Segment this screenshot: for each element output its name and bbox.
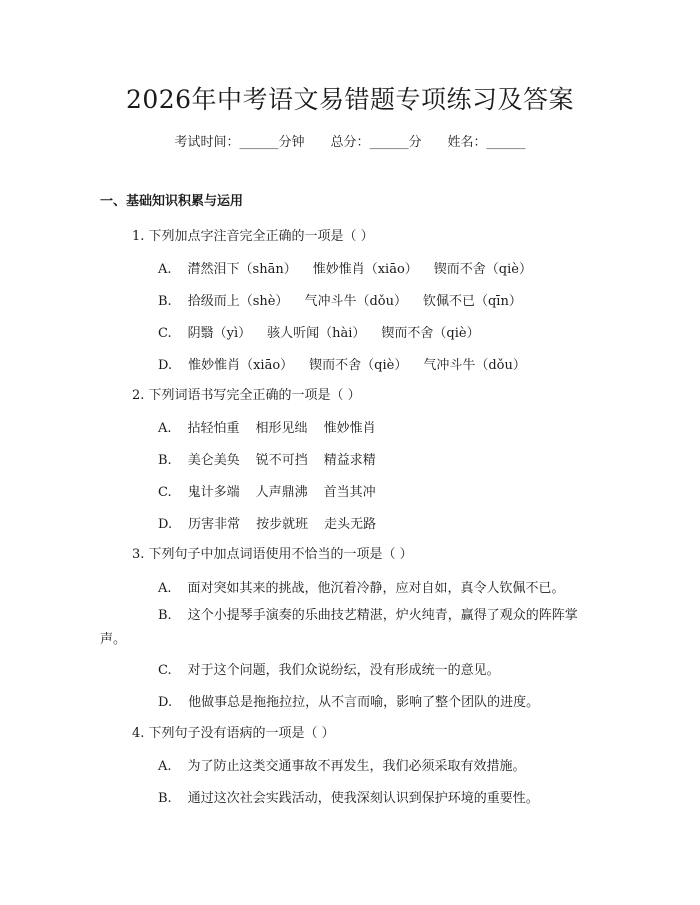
page-title: 2026年中考语文易错题专项练习及答案	[125, 85, 575, 114]
question-3-stem: 3. 下列句子中加点词语使用不恰当的一项是（ ）	[132, 547, 413, 562]
option-item: 惟妙惟肖（xiāo）	[188, 358, 294, 373]
option-item: 美仑美奂	[187, 453, 240, 468]
option-item: 钦佩不已（qīn）	[422, 294, 522, 309]
option-item: 历害非常	[188, 517, 241, 532]
option-item: 气冲斗牛（dǒu）	[423, 358, 526, 373]
option-letter: A.	[158, 759, 172, 774]
option-item: 锲而不舍（qiè）	[309, 358, 408, 373]
total-score-label: 总分：______分	[330, 135, 422, 150]
option-letter: A.	[158, 262, 172, 277]
question-1-option-b	[158, 290, 538, 309]
option-letter: A.	[158, 421, 172, 436]
question-2-option-b	[158, 449, 392, 468]
option-item: 人声鼎沸	[255, 485, 308, 500]
question-4-stem: 4. 下列句子没有语病的一项是（ ）	[132, 726, 335, 741]
option-text: 对于这个问题，我们众说纷纭，没有形成统一的意见。	[187, 663, 500, 678]
question-3-option-a	[158, 577, 565, 596]
option-text: 这个小提琴手演奏的乐曲技艺精湛，炉火纯青，赢得了观众的阵阵掌声。	[100, 608, 578, 647]
option-item: 锲而不舍（qiè）	[381, 326, 480, 341]
exam-time-label: 考试时间：______分钟	[174, 135, 305, 150]
option-letter: C.	[158, 485, 172, 500]
option-item: 阴翳（yì）	[187, 326, 252, 341]
option-item: 首当其冲	[323, 485, 376, 500]
option-item: 骇人听闻（hài）	[267, 326, 366, 341]
option-item: 相形见绌	[255, 421, 308, 436]
option-letter: D.	[158, 517, 173, 532]
option-letter: D.	[158, 358, 173, 373]
option-letter: B.	[158, 608, 172, 623]
option-letter: B.	[158, 294, 172, 309]
option-letter: B.	[158, 453, 172, 468]
student-name-label: 姓名：______	[447, 135, 526, 150]
question-3-option-d	[158, 691, 539, 710]
option-letter: D.	[158, 695, 173, 710]
option-item: 鬼计多端	[187, 485, 240, 500]
option-text: 面对突如其来的挑战，他沉着冷静，应对自如，真令人钦佩不已。	[187, 581, 565, 596]
option-text: 为了防止这类交通事故不再发生，我们必须采取有效措施。	[187, 759, 526, 774]
question-1-option-c	[158, 322, 496, 341]
section-heading-1: 一、基础知识积累与运用	[100, 194, 244, 209]
question-3-option-c	[158, 659, 500, 678]
question-1-stem: 1. 下列加点字注音完全正确的一项是（ ）	[132, 229, 374, 244]
option-text: 通过这次社会实践活动，使我深刻认识到保护环境的重要性。	[187, 791, 539, 806]
option-letter: A.	[158, 581, 172, 596]
option-letter: C.	[158, 663, 172, 678]
option-item: 精益求精	[323, 453, 376, 468]
question-2-option-d	[158, 513, 392, 532]
question-1-option-d	[158, 354, 542, 373]
question-4-option-a	[158, 755, 526, 774]
option-item: 按步就班	[256, 517, 309, 532]
option-letter: B.	[158, 791, 172, 806]
question-4-option-b	[158, 787, 539, 806]
option-item: 惟妙惟肖（xiāo）	[312, 262, 418, 277]
question-2-option-a	[158, 417, 392, 436]
option-item: 走头无路	[324, 517, 377, 532]
exam-meta	[0, 131, 700, 150]
option-text: 他做事总是拖拖拉拉，从不言而喻，影响了整个团队的进度。	[188, 695, 540, 710]
option-item: 拈轻怕重	[187, 421, 240, 436]
option-item: 拾级而上（shè）	[187, 294, 289, 309]
option-item: 潸然泪下（shān）	[187, 262, 297, 277]
option-item: 锐不可挡	[255, 453, 308, 468]
option-letter: C.	[158, 326, 172, 341]
option-item: 锲而不舍（qiè）	[433, 262, 532, 277]
question-1-option-a	[158, 258, 548, 277]
question-2-option-c	[158, 481, 392, 500]
question-2-stem: 2. 下列词语书写完全正确的一项是（ ）	[132, 388, 361, 403]
question-3-option-b	[100, 604, 600, 652]
option-item: 气冲斗牛（dǒu）	[304, 294, 407, 309]
option-item: 惟妙惟肖	[323, 421, 376, 436]
